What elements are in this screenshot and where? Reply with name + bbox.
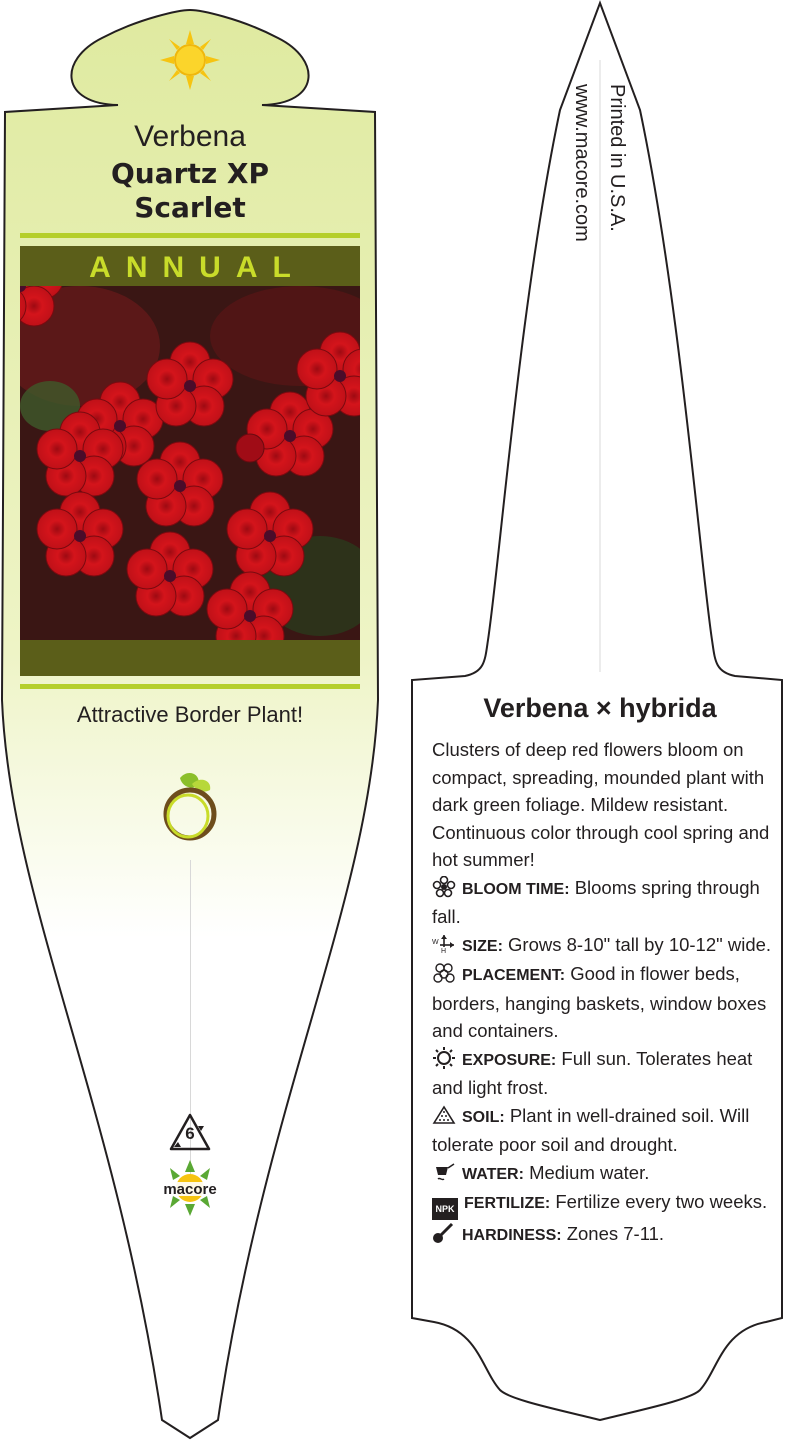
bloom-time-text: Blooms spring through fall. <box>432 876 760 927</box>
water-label: WATER: <box>462 1165 524 1183</box>
recycle-icon <box>168 1112 212 1154</box>
flower-photo <box>20 286 360 640</box>
water-icon <box>432 1161 456 1183</box>
placement-row <box>432 960 777 1045</box>
divider-rule-lower <box>20 684 360 689</box>
photo-bottom-band <box>20 640 360 676</box>
placement-icon <box>432 962 456 984</box>
botanical-name: Verbena × hybrida <box>483 693 717 723</box>
plant-variety-line2: Scarlet <box>134 191 246 224</box>
water-text: Medium water. <box>529 1161 650 1183</box>
fertilize-label: FERTILIZE: <box>464 1195 551 1212</box>
fertilize-row <box>432 1188 777 1220</box>
hardiness-icon <box>432 1222 456 1244</box>
size-text: Grows 8-10" tall by 10-12" wide. <box>508 933 772 955</box>
tagline: Attractive Border Plant! <box>76 702 304 727</box>
care-info <box>432 736 777 1250</box>
sun-icon <box>160 30 220 90</box>
bloom-time-label: BLOOM TIME: <box>462 880 570 898</box>
placement-label: PLACEMENT: <box>462 967 566 984</box>
fertilize-text: Fertilize every two weeks. <box>555 1191 768 1212</box>
size-row <box>432 931 777 961</box>
website-text: www.macore.com <box>571 84 593 242</box>
size-icon-h: H <box>441 947 447 955</box>
placement-text: Good in flower beds, borders, hanging baskets, window boxes and containers. <box>432 963 767 1041</box>
category-label: ANNUAL <box>89 251 306 284</box>
size-label: SIZE: <box>462 937 503 955</box>
soil-row <box>432 1102 777 1159</box>
exposure-label: EXPOSURE: <box>462 1051 557 1069</box>
exposure-row <box>432 1045 777 1102</box>
bloom-time-icon <box>432 876 456 898</box>
hardiness-text: Zones 7-11. <box>566 1223 665 1244</box>
bloom-time-row <box>432 874 777 931</box>
sprout-logo-icon <box>158 770 222 842</box>
description: Clusters of deep red flowers bloom on compact, spreading, mounded plant with dark green foliage. Mildew resistant. Continuous color through cool spring and hot summer! <box>432 739 770 870</box>
recycle-number: 6 <box>185 1124 195 1143</box>
exposure-text: Full sun. Tolerates heat and light frost. <box>432 1047 753 1098</box>
water-row <box>432 1159 777 1189</box>
size-icon-w: W <box>432 938 439 946</box>
hardiness-label: HARDINESS: <box>462 1227 562 1244</box>
plant-genus: Verbena <box>134 120 246 153</box>
hardiness-row <box>432 1220 777 1250</box>
printed-in-text: Printed in U.S.A. <box>606 84 628 232</box>
size-icon <box>432 933 456 955</box>
macore-logo <box>156 1160 224 1218</box>
fertilize-icon: NPK <box>432 1198 458 1220</box>
soil-label: SOIL: <box>462 1108 505 1126</box>
plant-variety-line1: Quartz XP <box>111 157 269 190</box>
divider-rule <box>20 233 360 238</box>
soil-icon <box>432 1104 456 1126</box>
exposure-icon <box>432 1047 456 1069</box>
soil-text: Plant in well-drained soil. Will tolerate poor soil and drought. <box>432 1104 750 1155</box>
brand-name: macore <box>163 1181 217 1198</box>
